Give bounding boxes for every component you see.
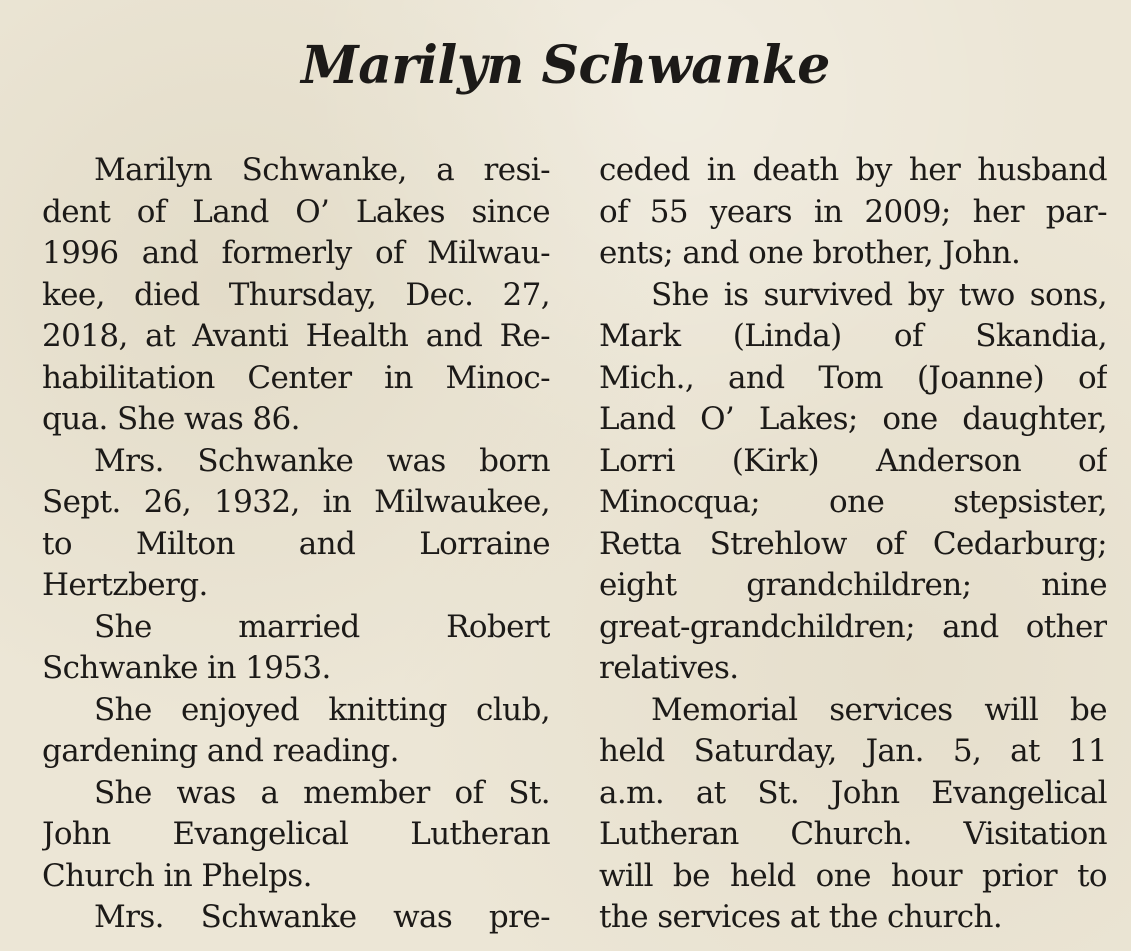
text-line: qua. She was 86. xyxy=(42,401,300,437)
text-line: Land O’ Lakes; one daughter, xyxy=(599,401,1107,437)
text-line: Sept. 26, 1932, in Milwaukee, xyxy=(42,484,550,520)
text-line: She is survived by two sons, xyxy=(651,276,1107,313)
text-line: 1996 and formerly of Milwau- xyxy=(42,235,550,271)
text-line: of 55 years in 2009; her par- xyxy=(599,193,1107,230)
text-line: Church in Phelps. xyxy=(42,857,312,894)
text-line: gardening and reading. xyxy=(42,733,399,769)
text-line: habilitation Center in Minoc- xyxy=(42,359,550,396)
text-line: Minocqua; one stepsister, xyxy=(599,484,1107,520)
text-line: Mich., and Tom (Joanne) of xyxy=(599,359,1107,396)
text-line: Schwanke in 1953. xyxy=(42,650,331,686)
text-line: Retta Strehlow of Cedarburg; xyxy=(599,525,1107,562)
text-line: 2018, at Avanti Health and Re- xyxy=(42,318,550,354)
text-line: She married Robert xyxy=(94,608,550,645)
text-line: great-grandchildren; and other xyxy=(599,608,1107,645)
text-line: kee, died Thursday, Dec. 27, xyxy=(42,276,550,313)
text-line: ceded in death by her husband xyxy=(599,152,1107,188)
right-column xyxy=(599,150,1107,939)
text-line: relatives. xyxy=(599,650,739,686)
text-line: eight grandchildren; nine xyxy=(599,567,1107,603)
text-line: to Milton and Lorraine xyxy=(42,525,550,562)
text-line: dent of Land O’ Lakes since xyxy=(42,193,550,230)
text-line: Lutheran Church. Visitation xyxy=(599,816,1107,852)
text-line: the services at the church. xyxy=(599,899,1003,935)
obituary-title: Marilyn Schwanke xyxy=(301,35,830,96)
text-line: a.m. at St. John Evangelical xyxy=(599,774,1107,811)
text-line: She was a member of St. xyxy=(94,774,550,811)
text-line: Mrs. Schwanke was pre- xyxy=(94,899,550,935)
left-column xyxy=(42,150,550,939)
text-line: Marilyn Schwanke, a resi- xyxy=(94,152,550,188)
text-line: will be held one hour prior to xyxy=(599,857,1107,894)
text-line: She enjoyed knitting club, xyxy=(94,691,550,728)
text-line: Hertzberg. xyxy=(42,567,208,603)
text-line: ents; and one brother, John. xyxy=(599,235,1021,271)
text-line: Memorial services will be xyxy=(651,691,1107,728)
text-line: Mrs. Schwanke was born xyxy=(94,442,550,479)
text-line: Lorri (Kirk) Anderson of xyxy=(599,442,1107,479)
text-line: Mark (Linda) of Skandia, xyxy=(599,318,1107,354)
text-line: held Saturday, Jan. 5, at 11 xyxy=(599,733,1107,769)
text-line: John Evangelical Lutheran xyxy=(42,816,550,852)
